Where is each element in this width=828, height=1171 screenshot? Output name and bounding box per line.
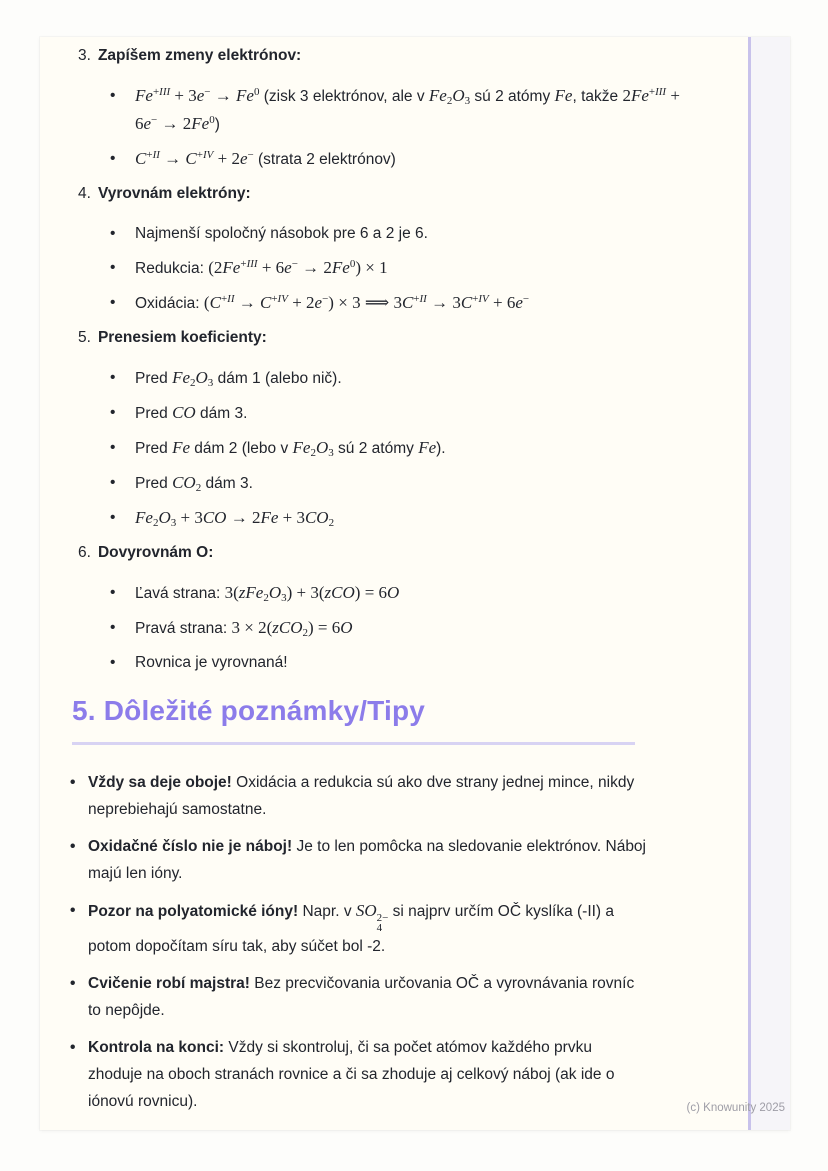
- math-expression: $Fe_2O_3$: [172, 368, 214, 389]
- bullet-item: • $C^{+II} \to C^{+IV} + 2e^-$ (strata 2 elektrónov): [78, 145, 692, 173]
- bullet-item: • Pred $CO_2$ dám 3.: [78, 469, 692, 497]
- copyright-footer: (c) Knowunity 2025: [686, 1102, 785, 1114]
- document-page: [40, 37, 790, 1130]
- math-expression: Fe: [172, 438, 190, 457]
- bullet-item: [78, 504, 692, 532]
- section-bullet-list: [78, 364, 692, 532]
- section-title: Dovyrovnám O:: [97, 544, 214, 561]
- bullet-item: • Pravá strana: 3 × 2(zCO$_2$) = 6O: [78, 614, 692, 642]
- math-expression: CO: [172, 403, 196, 422]
- numbered-sections: [78, 42, 692, 676]
- bullet-item: • Oxidácia: $(C^{+II} \to C^{+IV} + 2e^-) \times 3$ ⟹ $3C^{+II} \to 3C^{+IV} + 6e^-$: [78, 289, 692, 317]
- heading-underline: [72, 742, 635, 745]
- bullet-item: • Ľavá strana: $3(zFe_2O_3) + 3(zCO) = 6O$: [78, 579, 692, 607]
- section-heading: [78, 42, 692, 69]
- math-expression: $(2Fe^{+III} + 6e^- \to 2Fe^0) \times 1$: [208, 258, 388, 277]
- bullet-item: • Redukcia: $(2Fe^{+III} + 6e^- \to 2Fe^0) \times 1$: [78, 254, 692, 282]
- math-expression: $C^{+II} \to C^{+IV} + 2e^-$: [135, 149, 254, 168]
- math-expression: SO 2− 4: [355, 901, 389, 934]
- section-number: 5.: [78, 329, 91, 346]
- section-heading: [78, 180, 692, 207]
- section-bullet-list: [78, 579, 692, 676]
- section-title: Zapíšem zmeny elektrónov:: [97, 47, 302, 64]
- page-right-margin: [751, 37, 790, 1130]
- bullet-item: • $Fe^{+III} + 3e^- \to Fe^0$ (zisk 3 elektrónov, ale v $Fe_2O_3$ sú 2 atómy Fe, takže $2Fe^{+III} + 6e^- \to 2Fe^0$): [78, 82, 692, 138]
- math-expression: $3(zFe_2O_3) + 3(zCO) = 6O$: [224, 583, 400, 604]
- math-expression: $Fe_2O_3$: [292, 438, 334, 459]
- math-expression: $Fe_2O_3 + 3CO \to 2Fe + 3CO_2$: [135, 508, 335, 529]
- section-5: [78, 324, 692, 532]
- section-heading: [78, 324, 692, 351]
- math-expression: $(C^{+II} \to C^{+IV} + 2e^-) \times 3$ ⟹ $3C^{+II} \to 3C^{+IV} + 6e^-$: [203, 293, 530, 312]
- bullet-item: • Pred Fe dám 2 (lebo v $Fe_2O_3$ sú 2 atómy Fe).: [78, 434, 692, 462]
- math-expression: $Fe^{+III} + 3e^- \to Fe^0$: [135, 86, 260, 105]
- bullet-item: • Rovnica je vyrovnaná!: [78, 649, 692, 676]
- section-4: [78, 180, 692, 317]
- section-number: 3.: [78, 47, 91, 64]
- section-bullet-list: [78, 220, 692, 317]
- bullet-item: • Najmenší spoločný násobok pre 6 a 2 je 6.: [78, 220, 692, 247]
- tips-heading: 5. Dôležité poznámky/Tipy: [72, 695, 426, 726]
- tip-item: • Oxidačné číslo nie je náboj! Je to len pomôcka na sledovanie elektrónov. Náboj majú len ióny.: [70, 833, 648, 887]
- tip-item: • Kontrola na konci: Vždy si skontroluj, či sa počet atómov každého prvku zhoduje na oboch stranách rovnice a či sa zhoduje aj celkový náboj (ak ide o iónovú rovnicu).: [70, 1034, 648, 1115]
- document-content: [72, 42, 692, 1125]
- section-number: 6.: [78, 544, 91, 561]
- tips-list: [78, 769, 692, 1115]
- section-3: [78, 42, 692, 173]
- tip-item: • Vždy sa deje oboje! Oxidácia a redukcia sú ako dve strany jednej mince, nikdy neprebiehajú samostatne.: [70, 769, 648, 823]
- section-number: 4.: [78, 185, 91, 202]
- bullet-item: • Pred $Fe_2O_3$ dám 1 (alebo nič).: [78, 364, 692, 392]
- vertical-accent-line: [748, 37, 751, 1130]
- math-expression: $Fe_2O_3$: [428, 86, 471, 107]
- section-6: [78, 539, 692, 676]
- bullet-item: • Pred CO dám 3.: [78, 399, 692, 427]
- tip-item: • Pozor na polyatomické ióny! Napr. v SO 2− 4 si najprv určím OČ kyslíka (-II) a potom dopočítam síru tak, aby súčet bol -2.: [70, 897, 648, 960]
- math-expression: $CO_2$: [172, 473, 202, 494]
- math-expression: Fe: [554, 86, 573, 105]
- math-expression: Fe: [418, 438, 437, 457]
- section-title: Prenesiem koeficienty:: [97, 329, 267, 346]
- tip-item: • Cvičenie robí majstra! Bez precvičovania určovania OČ a vyrovnávania rovníc to nepôjde.: [70, 970, 648, 1024]
- math-expression: 3 × 2(zCO$_2$) = 6O: [231, 618, 353, 639]
- section-title: Vyrovnám elektróny:: [97, 185, 251, 202]
- section-heading: [78, 539, 692, 566]
- section-bullet-list: [78, 82, 692, 173]
- math-expression: $2Fe^{+III} + 6e^- \to 2Fe^0$: [135, 86, 680, 133]
